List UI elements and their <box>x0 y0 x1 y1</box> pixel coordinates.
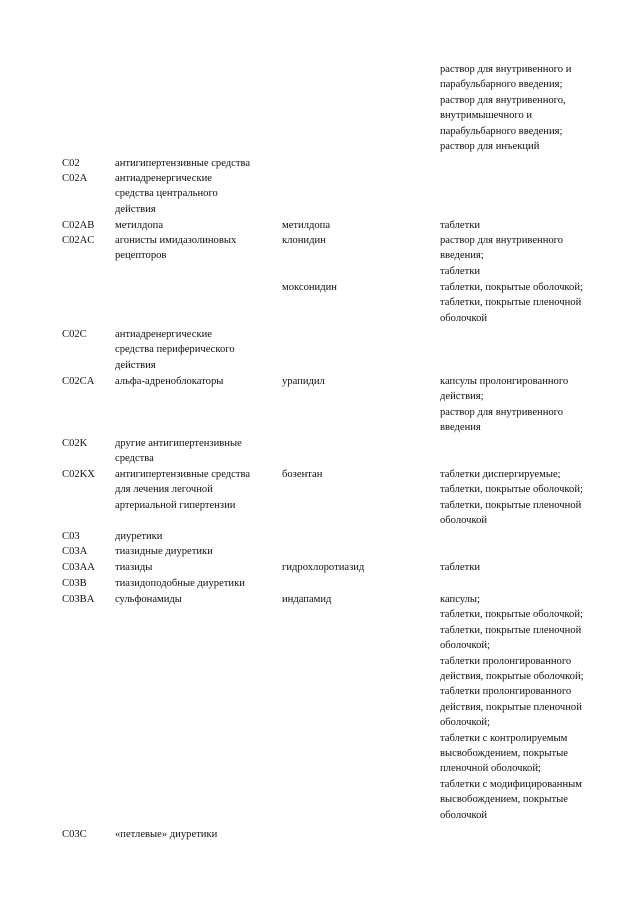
dosage-form-line: таблетки, покрытые пленочной <box>440 624 582 636</box>
dosage-form <box>440 560 616 575</box>
dosage-form-line: раствор для внутривенного и <box>440 64 572 75</box>
atc-code <box>62 171 112 186</box>
anatomic-therapeutic-group <box>115 576 277 591</box>
atc-code <box>62 467 112 482</box>
dosage-form-line: капсулы; <box>440 594 480 605</box>
dosage-form-line: парабульбарного введения; <box>440 125 563 137</box>
anatomic-therapeutic-group <box>115 218 277 233</box>
drug-name <box>282 467 432 482</box>
dosage-form-line: действия, покрытые пленочной <box>440 701 582 713</box>
anatomic-therapeutic-group-line: антиадренергические <box>115 173 212 184</box>
dosage-form <box>440 592 616 823</box>
dosage-form-line: таблетки с контролируемым <box>440 732 568 744</box>
anatomic-therapeutic-group <box>115 544 277 559</box>
dosage-form-line: таблетки <box>440 562 481 573</box>
dosage-form-line: таблетки, покрытые оболочкой; <box>440 282 583 293</box>
atc-code-text: C02AC <box>62 235 95 246</box>
drug-name-text: клонидин <box>282 235 326 246</box>
dosage-form-line: оболочкой <box>440 809 488 821</box>
dosage-form-line: таблетки диспергируемые; <box>440 469 561 480</box>
dosage-form <box>440 218 616 233</box>
dosage-form-line: раствор для внутривенного, <box>440 94 566 106</box>
drug-name-text: гидрохлоротиазид <box>282 562 365 573</box>
dosage-form-line: действия, покрытые оболочкой; <box>440 671 584 683</box>
atc-code <box>62 218 112 233</box>
anatomic-therapeutic-group <box>115 374 277 389</box>
drug-name-text: индапамид <box>282 594 332 605</box>
atc-code-text: C02CA <box>62 376 95 387</box>
anatomic-therapeutic-group-line: тиазидоподобные диуретики <box>115 578 245 589</box>
anatomic-therapeutic-group-line: артериальной гипертензии <box>115 499 236 511</box>
dosage-form-line: раствор для инъекций <box>440 141 540 153</box>
anatomic-therapeutic-group-line: действия <box>115 203 156 215</box>
atc-code <box>62 327 112 342</box>
atc-code-text: C02KX <box>62 469 95 480</box>
drug-name-text: бозентан <box>282 469 323 480</box>
dosage-form-line: таблетки, покрытые оболочкой; <box>440 609 583 621</box>
dosage-form <box>440 374 616 436</box>
atc-code-text: C02K <box>62 438 88 449</box>
atc-code-text: C03BA <box>62 594 95 605</box>
atc-code-text: C03C <box>62 829 87 840</box>
anatomic-therapeutic-group-line: агонисты имидазолиновых <box>115 235 237 246</box>
anatomic-therapeutic-group <box>115 592 277 607</box>
dosage-form-line: таблетки пролонгированного <box>440 686 572 698</box>
dosage-form-line: раствор для внутривенного <box>440 406 564 418</box>
anatomic-therapeutic-group-line: метилдопа <box>115 220 164 231</box>
atc-code-text: C02 <box>62 158 80 169</box>
atc-code <box>62 827 112 842</box>
anatomic-therapeutic-group-line: средства <box>115 453 154 465</box>
dosage-form <box>440 233 616 279</box>
dosage-form-line: таблетки, покрытые пленочной <box>440 499 582 511</box>
dosage-form-line: парабульбарного введения; <box>440 79 563 91</box>
atc-code-text: C03 <box>62 531 80 542</box>
dosage-form-line: таблетки с модифицированным <box>440 778 582 790</box>
dosage-form-line: таблетки <box>440 220 481 231</box>
atc-code <box>62 233 112 248</box>
anatomic-therapeutic-group <box>115 467 277 513</box>
dosage-form-line: таблетки пролонгированного <box>440 655 572 667</box>
anatomic-therapeutic-group-line: антигипертензивные средства <box>115 158 251 169</box>
atc-code <box>62 592 112 607</box>
anatomic-therapeutic-group-line: альфа-адреноблокаторы <box>115 376 224 387</box>
drug-name <box>282 218 432 233</box>
atc-code-text: C03A <box>62 546 88 557</box>
drug-name-text: урапидил <box>282 376 325 387</box>
dosage-form <box>440 467 616 529</box>
anatomic-therapeutic-group-line: тиазиды <box>115 562 153 573</box>
drug-name-text: моксонидин <box>282 282 337 293</box>
drug-name <box>282 280 432 295</box>
dosage-form-line: таблетки, покрытые пленочной <box>440 297 582 309</box>
anatomic-therapeutic-group <box>115 560 277 575</box>
atc-code-text: C02A <box>62 173 88 184</box>
atc-code <box>62 560 112 575</box>
anatomic-therapeutic-group <box>115 233 277 264</box>
anatomic-therapeutic-group-line: рецепторов <box>115 250 167 262</box>
dosage-form-line: таблетки <box>440 265 481 277</box>
anatomic-therapeutic-group <box>115 436 277 467</box>
drug-name-text: метилдопа <box>282 220 331 231</box>
atc-code <box>62 529 112 544</box>
dosage-form-line: капсулы пролонгированного <box>440 376 569 387</box>
drug-name <box>282 374 432 389</box>
anatomic-therapeutic-group <box>115 171 277 217</box>
dosage-form-line: оболочкой; <box>440 717 490 729</box>
anatomic-therapeutic-group-line: действия <box>115 359 156 371</box>
atc-code <box>62 544 112 559</box>
anatomic-therapeutic-group <box>115 327 277 373</box>
dosage-form-line: пленочной оболочкой; <box>440 763 541 775</box>
anatomic-therapeutic-group-line: сульфонамиды <box>115 594 182 605</box>
anatomic-therapeutic-group-line: для лечения легочной <box>115 484 213 496</box>
anatomic-therapeutic-group <box>115 156 277 171</box>
anatomic-therapeutic-group-line: «петлевые» диуретики <box>115 829 218 840</box>
anatomic-therapeutic-group-line: антигипертензивные средства <box>115 469 251 480</box>
atc-code <box>62 374 112 389</box>
anatomic-therapeutic-group-line: другие антигипертензивные <box>115 438 242 449</box>
dosage-form-line: оболочкой; <box>440 640 490 652</box>
atc-code <box>62 156 112 171</box>
atc-code-text: C03B <box>62 578 87 589</box>
dosage-form-line: оболочкой <box>440 312 488 324</box>
dosage-form <box>440 62 616 154</box>
drug-name <box>282 560 432 575</box>
atc-code <box>62 436 112 451</box>
atc-code-text: C02AB <box>62 220 95 231</box>
anatomic-therapeutic-group <box>115 529 277 544</box>
dosage-form-line: раствор для внутривенного <box>440 235 564 246</box>
dosage-form <box>440 280 616 326</box>
dosage-form-line: таблетки, покрытые оболочкой; <box>440 484 583 496</box>
dosage-form-line: высвобождением, покрытые <box>440 794 568 806</box>
atc-code-text: C03AA <box>62 562 95 573</box>
dosage-form-line: внутримышечного и <box>440 110 533 122</box>
anatomic-therapeutic-group <box>115 827 277 842</box>
dosage-form-line: введения; <box>440 250 484 262</box>
dosage-form-line: действия; <box>440 391 484 403</box>
atc-code <box>62 576 112 591</box>
atc-code-text: C02C <box>62 329 87 340</box>
dosage-form-line: оболочкой <box>440 515 488 527</box>
anatomic-therapeutic-group-line: средства периферического <box>115 344 235 356</box>
drug-name <box>282 233 432 248</box>
dosage-form-line: введения <box>440 422 481 434</box>
drug-name <box>282 592 432 607</box>
anatomic-therapeutic-group-line: тиазидные диуретики <box>115 546 213 557</box>
anatomic-therapeutic-group-line: диуретики <box>115 531 163 542</box>
dosage-form-line: высвобождением, покрытые <box>440 748 568 760</box>
anatomic-therapeutic-group-line: антиадренергические <box>115 329 212 340</box>
anatomic-therapeutic-group-line: средства центрального <box>115 188 218 200</box>
